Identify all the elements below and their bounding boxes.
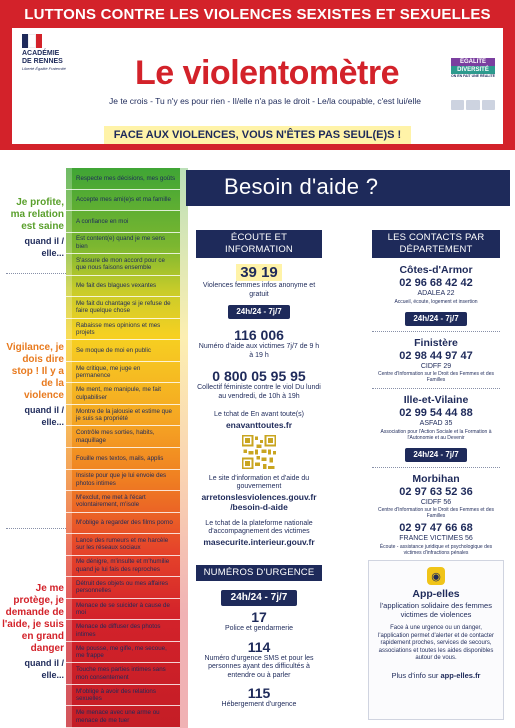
morbihan-org2: FRANCE VICTIMES 56	[399, 535, 473, 542]
gauge-item: Me menace avec une arme ou menace de me tuer	[66, 706, 180, 728]
gauge-item: Détruit des objets ou mes affaires personnelles	[66, 577, 180, 599]
cotes-org: ADALEA 22	[417, 290, 455, 297]
morbihan-desc: Centre d'Information sur le Droit des Femmes et des Familles	[377, 507, 494, 519]
zone-vigilance-label	[2, 342, 64, 428]
app-elles-box	[368, 560, 504, 720]
partner-logos	[451, 100, 495, 110]
morbihan-phone: 02 97 63 52 36	[399, 485, 473, 498]
ille-phone: 02 99 54 44 88	[399, 407, 473, 419]
gauge-item: Contrôle mes sorties, habits, maquillage	[66, 426, 180, 448]
emergency-114-desc: Numéro d'urgence SMS et pour les personnes ayant des difficultés à entendre ou à parler	[204, 654, 314, 679]
hotline-116006: 116 006	[234, 327, 284, 343]
finistere-org: CIDFF 29	[420, 362, 452, 370]
gauge-item: Insiste pour que je lui envoie des photos intimes	[66, 470, 180, 492]
app-name: App-elles	[412, 588, 460, 600]
gauge-item: Me ment, me manipule, me fait culpabiliser	[66, 383, 180, 405]
zone-danger-label	[2, 583, 64, 681]
gauge-item: S'assure de mon accord pour ce que nous faisons ensemble	[66, 254, 180, 276]
morbihan-org: CIDFF 56	[420, 498, 452, 506]
emergency-115: 115	[247, 685, 271, 701]
hotline-cfcv: 0 800 05 95 95	[212, 368, 306, 384]
app-description: Face à une urgence ou un danger, l'application permet d'alerter et de contacter rapidement proches, services de secours, associations et toutes les aides disponibles autour de vous.	[377, 625, 495, 661]
gauge-item: Me fait du chantage si je refuse de faire quelque chose	[66, 297, 180, 319]
cotes-hours: 24h/24 - 7j/7	[405, 312, 466, 326]
gov-site-link[interactable]: arretonslesviolences.gouv.fr /besoin-d-aide	[201, 491, 317, 512]
gauge-item: Me fait des blagues vexantes	[66, 276, 180, 298]
contacts-section	[372, 230, 500, 556]
egalite-diversite-logo	[451, 58, 495, 94]
page-title: Le violentomètre	[134, 54, 400, 92]
app-link[interactable]: app-elles.fr	[440, 670, 481, 680]
emergency-section	[196, 565, 322, 710]
gauge-item: Menace de diffuser des photos intimes	[66, 620, 180, 642]
qr-code-icon	[242, 435, 276, 469]
gauge-item: M'oblige à avoir des relations sexuelles	[66, 685, 180, 707]
gauge-item: Menace de se suicider à cause de moi	[66, 599, 180, 621]
gauge-item: A confiance en moi	[66, 211, 180, 233]
dept-ille-et-vilaine: Ille-et-Vilaine	[403, 394, 469, 406]
cotes-phone: 02 96 68 42 42	[399, 277, 473, 289]
flag-icon	[22, 34, 42, 48]
academie-logo-line1: ACADÉMIE	[22, 50, 60, 57]
zone-healthy-sub: quand il / elle...	[24, 236, 64, 258]
gauge-item: Rabaisse mes opinions et mes projets	[66, 319, 180, 341]
emergency-hours: 24h/24 - 7j/7	[221, 590, 298, 606]
gov-site-label: Le site d'information et d'aide du gouvernement	[208, 474, 310, 490]
dept-finistere: Finistère	[414, 336, 458, 349]
hotline-3919: 39 19	[236, 264, 282, 281]
finistere-desc: Centre d'Information sur le Droit des Femmes et des Familles	[377, 371, 494, 383]
help-banner: Besoin d'aide ?	[186, 170, 510, 206]
ille-hours: 24h/24 - 7j/7	[405, 448, 466, 462]
gauge-item: M'exclut, me met à l'écart volontairement, m'isole	[66, 491, 180, 513]
emergency-115-desc: Hébergement d'urgence	[221, 701, 297, 708]
emergency-17: 17	[251, 609, 267, 625]
app-more-label: Plus d'info sur	[391, 670, 439, 680]
egalite-label: ÉGALITÉ	[451, 58, 495, 66]
tagline-bar	[0, 125, 515, 144]
gauge-item: Respecte mes décisions, mes goûts	[66, 168, 180, 190]
zone-separator	[6, 528, 66, 529]
zone-separator	[6, 273, 66, 274]
campaign-title: LUTTONS CONTRE LES VIOLENCES SEXISTES ET SEXUELLES	[24, 6, 491, 23]
gauge-item: Est content(e) quand je me sens bien	[66, 233, 180, 255]
ille-org: ASFAD 35	[419, 420, 453, 427]
app-tagline: l'application solidaire des femmes victimes de violences	[380, 601, 492, 619]
gauge-item: Montre de la jalousie et estime que je suis sa propriété	[66, 405, 180, 427]
academie-logo-motto: Liberté Égalité Fraternité	[22, 66, 66, 71]
gauge-item: Me dénigre, m'insulte et m'humilie quand je lui fais des reproches	[66, 556, 180, 578]
tchat-eat-link[interactable]: enavanttoutes.fr	[225, 419, 293, 430]
gauge-item: Me pousse, me gifle, me secoue, me frappe	[66, 642, 180, 664]
gauge-item: M'oblige à regarder des films porno	[66, 513, 180, 535]
gauge-item: Touche mes parties intimes sans mon consentement	[66, 663, 180, 685]
dept-cotes-darmor: Côtes-d'Armor	[399, 264, 473, 276]
academie-logo	[22, 34, 82, 84]
academie-logo-line2: DE RENNES	[22, 58, 63, 65]
gauge-item: Fouille mes textos, mails, applis	[66, 448, 180, 470]
zone-healthy-title: Je profite, ma relation est saine	[10, 197, 64, 232]
gauge-item: Se moque de moi en public	[66, 340, 180, 362]
emergency-17-desc: Police et gendarmerie	[224, 625, 294, 632]
hotline-3919-desc: Violences femmes infos anonyme et gratuit	[202, 282, 316, 298]
cotes-desc: Accueil, écoute, logement et insertion	[394, 298, 478, 305]
gauge-item: Accepte mes ami(e)s et ma famille	[66, 190, 180, 212]
morbihan-phone2: 02 97 47 66 68	[399, 522, 473, 534]
hotline-3919-hours: 24h/24 - 7j/7	[228, 305, 289, 319]
finistere-phone: 02 98 44 97 47	[399, 349, 473, 362]
contacts-heading: LES CONTACTS PAR DÉPARTEMENT	[372, 230, 500, 258]
gauge-item: Lance des rumeurs et me harcèle sur les réseaux sociaux	[66, 534, 180, 556]
egalite-tagline: ON EN FAIT UNE RÉALITÉ	[451, 74, 495, 78]
listening-section	[196, 230, 322, 547]
zone-vigilance-title: Vigilance, je dois dire stop ! Il y a de la violence	[6, 342, 64, 401]
tagline-text: FACE AUX VIOLENCES, VOUS N'ÊTES PAS SEUL(E)S !	[104, 126, 411, 144]
diversite-label: DIVERSITÉ	[451, 66, 495, 74]
morbihan-desc2: Écoute - assistance juridique et psychologique des victimes d'infractions pénales	[379, 543, 493, 556]
hotline-cfcv-desc: Collectif féministe contre le viol Du lundi au vendredi, de 10h à 19h	[197, 384, 321, 400]
gauge-item: Me critique, me juge en permanence	[66, 362, 180, 384]
dept-morbihan: Morbihan	[412, 472, 460, 485]
hotline-116006-desc: Numéro d'aide aux victimes 7j/7 de 9 h à 19 h	[198, 343, 320, 359]
emergency-114: 114	[247, 638, 271, 655]
zone-danger-sub: quand il / elle...	[24, 658, 64, 680]
location-pin-icon: ◉	[427, 567, 445, 585]
zone-vigilance-sub: quand il / elle...	[24, 405, 64, 427]
dept-separator	[372, 388, 500, 389]
listening-heading: ÉCOUTE ET INFORMATION	[196, 230, 322, 258]
gauge-shadow	[180, 168, 188, 728]
tchat-platform-label: Le tchat de la plateforme nationale d'accompagnement des victimes	[205, 519, 313, 535]
dept-separator	[372, 331, 500, 332]
tchat-eat-label: Le tchat de En avant toute(s)	[214, 411, 304, 418]
zone-healthy-label	[2, 197, 64, 259]
emergency-heading: NUMÉROS D'URGENCE	[196, 565, 322, 581]
page-subtitle: Je te crois - Tu n'y es pour rien - Il/elle n'a pas le droit - Le/la coupable, c'est lui/elle	[109, 96, 421, 106]
zone-danger-title: Je me protège, je demande de l'aide, je suis en grand danger	[2, 583, 64, 654]
ille-desc: Association pour l'Action Sociale et la Formation à l'Autonomie et au Devenir	[380, 428, 492, 441]
dept-separator	[372, 467, 500, 468]
tchat-platform-link[interactable]: masecurite.interieur.gouv.fr	[203, 536, 315, 547]
